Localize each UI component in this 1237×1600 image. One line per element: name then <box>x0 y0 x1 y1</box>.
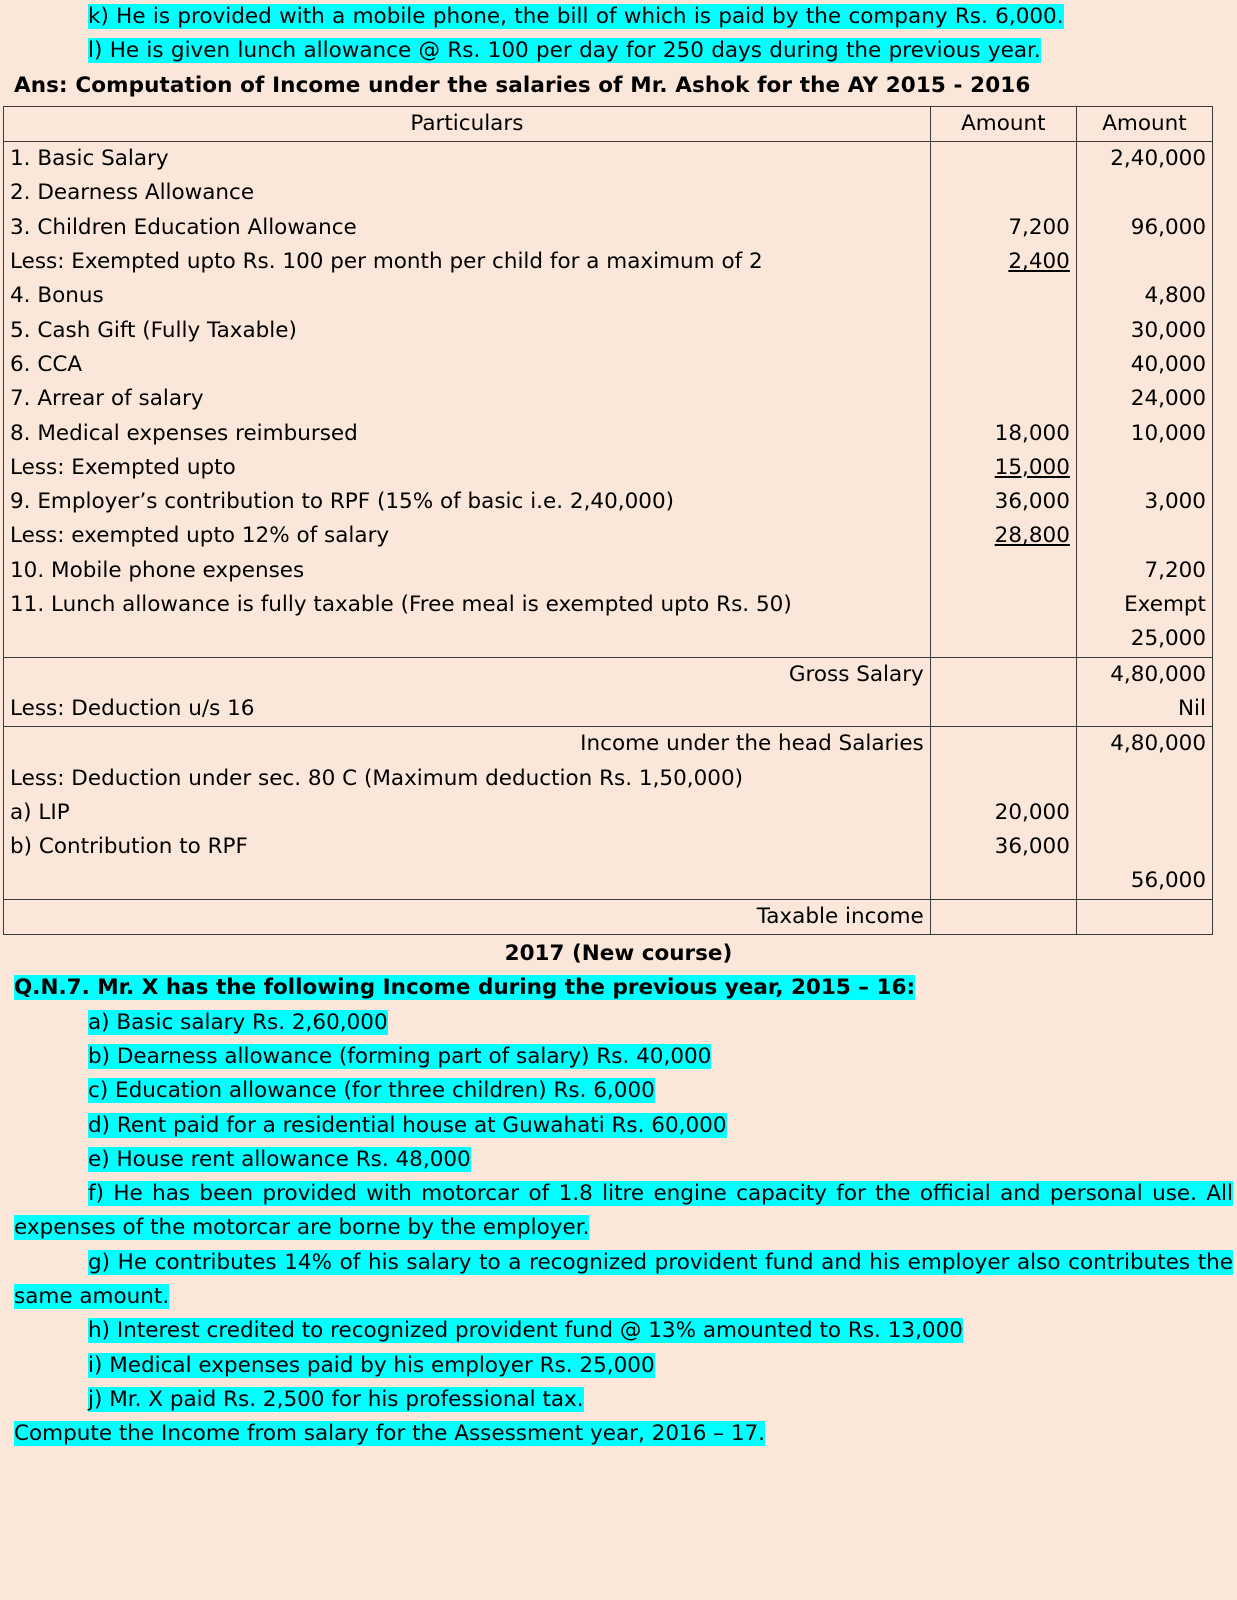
cell-line: Less: Exempted upto Rs. 100 per month per child for a maximum of 2 <box>10 249 763 275</box>
list-item <box>14 1040 1233 1074</box>
list-item <box>14 1109 1233 1143</box>
cell-line: 40,000 <box>1130 351 1206 377</box>
intro-item-k-text: k) He is provided with a mobile phone, the bill of which is paid by the company Rs. 6,000. <box>88 4 1064 29</box>
intro-item-l <box>0 34 1237 68</box>
cell-line: 36,000 <box>994 489 1070 515</box>
question-closing-text: Compute the Income from salary for the Assessment year, 2016 – 17. <box>14 1421 766 1447</box>
list-item-text: b) Dearness allowance (forming part of salary) Rs. 40,000 <box>88 1043 712 1069</box>
cell-line: Exempt 25,000 <box>1124 592 1213 652</box>
cell-line: 7. Arrear of salary <box>10 386 204 412</box>
cell-line: 56,000 <box>1130 868 1206 894</box>
cell-line: 20,000 <box>994 799 1070 825</box>
computation-table <box>3 106 1213 935</box>
cell-line: 11. Lunch allowance is fully taxable (Free meal is exempted upto Rs. 50) <box>10 592 792 618</box>
cell-line: Gross Salary <box>788 661 924 687</box>
cell-line: 2,400 <box>1008 249 1070 275</box>
cell-line: 2. Dearness Allowance <box>10 180 255 206</box>
cell-line: 3,000 <box>1144 489 1206 515</box>
cell-line <box>1083 519 1206 553</box>
block2-particulars-lines <box>10 658 924 727</box>
block3-amount2-cell <box>1076 727 1212 899</box>
block3-particulars-lines <box>10 727 924 898</box>
header-amount-1: Amount <box>930 106 1076 141</box>
cell-line <box>10 864 924 898</box>
cell-line: 4,800 <box>1144 283 1206 309</box>
list-item-text: h) Interest credited to recognized provident fund @ 13% amounted to Rs. 13,000 <box>88 1318 963 1344</box>
block1-amount2-cell <box>1076 142 1212 657</box>
block2-amount1-lines <box>937 658 1070 727</box>
list-item <box>14 1349 1233 1383</box>
taxable-income-label: Taxable income <box>4 899 931 934</box>
cell-line <box>937 382 1070 416</box>
cell-line <box>937 692 1070 726</box>
block2-amount2-lines <box>1083 658 1206 727</box>
table-row <box>4 142 1213 657</box>
cell-line <box>937 658 1070 692</box>
taxable-income-amount2 <box>1076 899 1212 934</box>
cell-line: 7,200 <box>1144 557 1206 583</box>
cell-line <box>1083 451 1206 485</box>
course-heading: 2017 (New course) <box>504 941 733 967</box>
list-item-text: e) House rent allowance Rs. 48,000 <box>88 1146 471 1172</box>
block2-amount2-cell <box>1076 657 1212 727</box>
block1-amount1-lines <box>937 142 1070 622</box>
cell-line: Less: exempted upto 12% of salary <box>10 523 390 549</box>
cell-line <box>937 554 1070 588</box>
block3-amount1-lines <box>937 727 1070 898</box>
list-item <box>14 1006 1233 1040</box>
answer-heading-text: Ans: Computation of Income under the salaries of Mr. Ashok for the AY 2015 - 2016 <box>14 72 1031 98</box>
block3-amount2-lines <box>1083 727 1206 898</box>
block3-amount1-cell <box>930 727 1076 899</box>
list-item <box>14 1246 1233 1315</box>
cell-line <box>1083 796 1206 830</box>
block1-amount2-lines <box>1083 142 1213 656</box>
cell-line: 7,200 <box>1008 214 1070 240</box>
taxable-income-amount1 <box>930 899 1076 934</box>
cell-line: Less: Deduction u/s 16 <box>10 695 255 721</box>
cell-line: 1. Basic Salary <box>10 146 169 172</box>
table-row-taxable-income <box>4 899 1213 934</box>
cell-line: 28,800 <box>994 523 1070 549</box>
cell-line: 5. Cash Gift (Fully Taxable) <box>10 317 297 343</box>
table-header-row <box>4 106 1213 141</box>
intro-item-k <box>0 0 1237 34</box>
cell-line: 96,000 <box>1130 214 1206 240</box>
question-item-list <box>0 1006 1237 1418</box>
cell-line: 6. CCA <box>10 351 83 377</box>
table-row <box>4 657 1213 727</box>
cell-line: 9. Employer’s contribution to RPF (15% of basic i.e. 2,40,000) <box>10 489 675 515</box>
list-item-text: g) He contributes 14% of his salary to a recognized provident fund and his employer also contributes the same amount. <box>14 1249 1233 1309</box>
cell-line: Nil <box>1177 695 1206 721</box>
cell-line: Income under the head Salaries <box>580 731 924 757</box>
cell-line <box>937 348 1070 382</box>
cell-line: 18,000 <box>994 420 1070 446</box>
cell-line <box>1083 176 1206 210</box>
list-item <box>14 1314 1233 1348</box>
block1-particulars-cell <box>4 142 931 657</box>
cell-line: 3. Children Education Allowance <box>10 214 357 240</box>
cell-line: b) Contribution to RPF <box>10 834 248 860</box>
cell-line: 4,80,000 <box>1110 661 1206 687</box>
cell-line <box>1083 762 1206 796</box>
table-row <box>4 727 1213 899</box>
list-item-text: i) Medical expenses paid by his employer Rs. 25,000 <box>88 1352 655 1378</box>
cell-line <box>937 176 1070 210</box>
cell-line: 15,000 <box>994 454 1070 480</box>
header-particulars: Particulars <box>4 106 931 141</box>
cell-line <box>1083 830 1206 864</box>
intro-item-l-text: l) He is given lunch allowance @ Rs. 100 per day for 250 days during the previous year. <box>88 38 1041 64</box>
question-number-text: Q.N.7. Mr. X has the following Income during the previous year, 2015 – 16: <box>14 975 916 1001</box>
cell-line: 30,000 <box>1130 317 1206 343</box>
block1-particulars-lines <box>10 142 924 622</box>
list-item-text: j) Mr. X paid Rs. 2,500 for his professional tax. <box>88 1386 584 1412</box>
cell-line <box>937 314 1070 348</box>
list-item <box>14 1074 1233 1108</box>
block1-amount1-cell <box>930 142 1076 657</box>
cell-line: Less: Deduction under sec. 80 C (Maximum deduction Rs. 1,50,000) <box>10 765 744 791</box>
answer-heading <box>0 69 1237 103</box>
list-item <box>14 1383 1233 1417</box>
block2-amount1-cell <box>930 657 1076 727</box>
cell-line: 8. Medical expenses reimbursed <box>10 420 358 446</box>
list-item <box>14 1143 1233 1177</box>
list-item-text: d) Rent paid for a residential house at Guwahati Rs. 60,000 <box>88 1112 727 1138</box>
cell-line: 24,000 <box>1130 386 1206 412</box>
cell-line: 2,40,000 <box>1110 146 1206 172</box>
cell-line: 4,80,000 <box>1110 731 1206 757</box>
cell-line: 10,000 <box>1130 420 1206 446</box>
cell-line: 36,000 <box>994 834 1070 860</box>
header-amount-2: Amount <box>1076 106 1212 141</box>
list-item-text: f) He has been provided with motorcar of 1.8 litre engine capacity for the official and personal use. All expenses of the motorcar are borne by the employer. <box>14 1181 1233 1241</box>
cell-line: Less: Exempted upto <box>10 454 236 480</box>
cell-line: a) LIP <box>10 799 70 825</box>
question-number-line <box>0 971 1237 1005</box>
list-item-text: c) Education allowance (for three children) Rs. 6,000 <box>88 1078 655 1104</box>
list-item <box>14 1177 1233 1246</box>
block3-particulars-cell <box>4 727 931 899</box>
cell-line <box>937 762 1070 796</box>
block2-particulars-cell <box>4 657 931 727</box>
question-closing <box>0 1417 1237 1451</box>
cell-line: 4. Bonus <box>10 283 104 309</box>
cell-line <box>1083 245 1206 279</box>
list-item-text: a) Basic salary Rs. 2,60,000 <box>88 1009 388 1035</box>
cell-line <box>937 588 1070 622</box>
cell-line: 10. Mobile phone expenses <box>10 557 305 583</box>
cell-line <box>937 727 1070 761</box>
cell-line <box>937 864 1070 898</box>
cell-line <box>937 142 1070 176</box>
cell-line <box>937 279 1070 313</box>
